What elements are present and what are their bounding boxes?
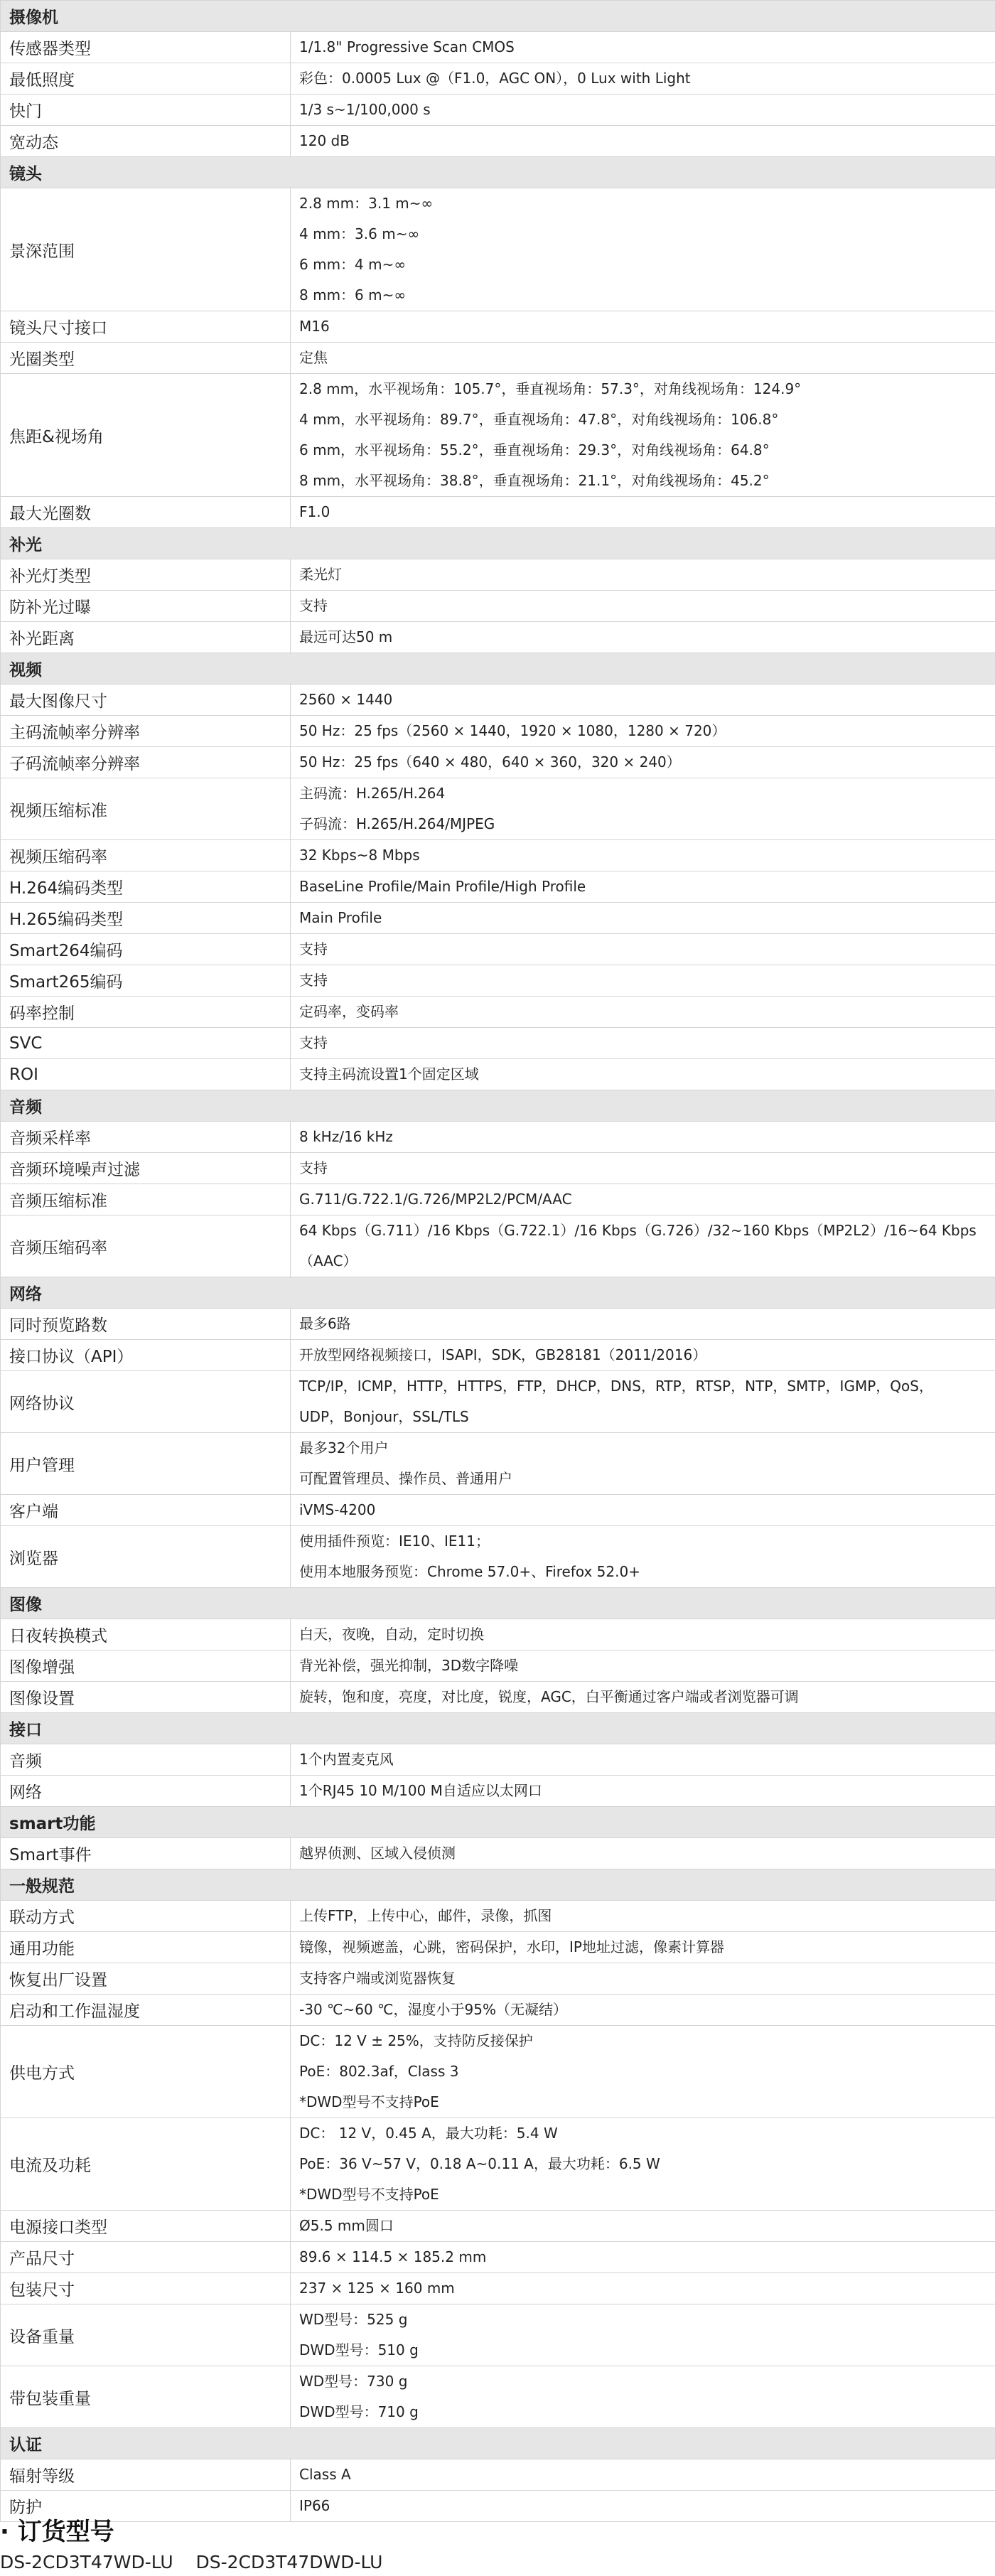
spec-row <box>1 374 995 497</box>
spec-value <box>291 1340 995 1371</box>
spec-value <box>291 1682 995 1713</box>
spec-value <box>291 374 995 497</box>
spec-value <box>291 2491 995 2522</box>
spec-label: 辐射等级 <box>1 2459 291 2491</box>
spec-value-line: 支持 <box>299 1159 328 1176</box>
spec-label: 音频压缩码率 <box>1 1215 291 1277</box>
spec-value <box>291 591 995 622</box>
spec-value <box>291 840 995 871</box>
spec-value-line: 8 kHz/16 kHz <box>299 1128 393 1145</box>
spec-value <box>291 1651 995 1682</box>
spec-value-line: 越界侦测、区域入侵侦测 <box>299 1845 456 1862</box>
spec-row <box>1 1776 995 1807</box>
spec-row <box>1 1184 995 1215</box>
spec-value-line: DWD型号：510 g <box>299 2341 419 2358</box>
spec-value-line: DC： 12 V，0.45 A，最大功耗：5.4 W <box>299 2125 558 2142</box>
spec-value-line: 4 mm，水平视场角：89.7°，垂直视场角：47.8°，对角线视场角：106.8° <box>299 411 779 428</box>
spec-row <box>1 2304 995 2366</box>
spec-row <box>1 1744 995 1776</box>
spec-label: 快门 <box>1 95 291 126</box>
spec-value <box>291 32 995 63</box>
spec-label: 联动方式 <box>1 1901 291 1932</box>
spec-value-line: TCP/IP，ICMP，HTTP，HTTPS，FTP，DHCP，DNS，RTP，RTSP，NTP，SMTP，IGMP，QoS， <box>299 1378 933 1395</box>
spec-value-line: 237 × 125 × 160 mm <box>299 2280 455 2297</box>
spec-value-line: Main Profile <box>299 909 382 926</box>
spec-row <box>1 126 995 157</box>
spec-label: 传感器类型 <box>1 32 291 63</box>
spec-label: 产品尺寸 <box>1 2242 291 2273</box>
spec-value <box>291 1901 995 1932</box>
section-header-row <box>1 1807 995 1838</box>
section-header-row <box>1 1 995 32</box>
spec-label: ROI <box>1 1059 291 1090</box>
spec-row <box>1 934 995 965</box>
spec-row <box>1 1651 995 1682</box>
spec-row <box>1 2211 995 2242</box>
section-title: 一般规范 <box>1 1869 995 1901</box>
spec-value-line: 柔光灯 <box>299 566 342 583</box>
spec-value-line: 使用插件预览：IE10、IE11； <box>299 1533 490 1550</box>
spec-value <box>291 343 995 374</box>
spec-label: 恢复出厂设置 <box>1 1963 291 1995</box>
spec-value <box>291 1184 995 1215</box>
spec-label: 带包装重量 <box>1 2366 291 2428</box>
spec-label: 音频环境噪声过滤 <box>1 1153 291 1184</box>
spec-value-line: F1.0 <box>299 503 330 520</box>
spec-value-line: 最多32个用户 <box>299 1439 389 1456</box>
spec-row <box>1 1495 995 1526</box>
spec-row <box>1 1963 995 1995</box>
spec-label: 同时预览路数 <box>1 1309 291 1340</box>
section-header-row <box>1 2428 995 2459</box>
spec-value-line: 2.8 mm：3.1 m~∞ <box>299 195 434 212</box>
spec-label: 设备重量 <box>1 2304 291 2366</box>
spec-label: 音频 <box>1 1744 291 1776</box>
spec-value-line: 支持主码流设置1个固定区域 <box>299 1066 479 1083</box>
spec-value-line: 主码流：H.265/H.264 <box>299 785 446 802</box>
spec-value-line: 4 mm：3.6 m~∞ <box>299 225 420 242</box>
spec-value-line: IP66 <box>299 2497 330 2514</box>
spec-value-line: 1个RJ45 10 M/100 M自适应以太网口 <box>299 1782 542 1799</box>
spec-value <box>291 622 995 653</box>
spec-row <box>1 2273 995 2304</box>
spec-value-line: 32 Kbps~8 Mbps <box>299 847 420 864</box>
spec-row <box>1 1619 995 1651</box>
spec-value <box>291 1619 995 1651</box>
spec-label: 码率控制 <box>1 997 291 1028</box>
spec-row <box>1 871 995 903</box>
spec-value <box>291 1495 995 1526</box>
spec-value <box>291 965 995 997</box>
spec-value-line: *DWD型号不支持PoE <box>299 2093 439 2110</box>
spec-value-line: 支持客户端或浏览器恢复 <box>299 1970 456 1987</box>
section-title: 视频 <box>1 653 995 685</box>
spec-label: 电流及功耗 <box>1 2118 291 2211</box>
spec-value <box>291 871 995 903</box>
spec-label: 网络协议 <box>1 1371 291 1433</box>
spec-row <box>1 2491 995 2522</box>
spec-row <box>1 188 995 311</box>
section-title: 图像 <box>1 1588 995 1619</box>
spec-value-line: G.711/G.722.1/G.726/MP2L2/PCM/AAC <box>299 1191 572 1208</box>
spec-label: 供电方式 <box>1 2026 291 2118</box>
spec-row <box>1 1122 995 1153</box>
spec-value <box>291 716 995 747</box>
spec-row <box>1 591 995 622</box>
spec-value <box>291 1059 995 1090</box>
spec-value <box>291 1526 995 1588</box>
spec-label: 防护 <box>1 2491 291 2522</box>
spec-value-line: 50 Hz：25 fps（640 × 480，640 × 360，320 × 240） <box>299 753 681 771</box>
spec-row <box>1 1901 995 1932</box>
spec-value <box>291 1028 995 1059</box>
section-title: 接口 <box>1 1713 995 1744</box>
spec-label: 光圈类型 <box>1 343 291 374</box>
spec-row <box>1 1028 995 1059</box>
spec-row <box>1 1682 995 1713</box>
spec-value-line: UDP，Bonjour，SSL/TLS <box>299 1408 469 1425</box>
spec-row <box>1 997 995 1028</box>
spec-value-line: 上传FTP，上传中心，邮件，录像，抓图 <box>299 1907 552 1924</box>
spec-value-line: 支持 <box>299 1034 328 1051</box>
spec-value-line: 定码率，变码率 <box>299 1003 399 1020</box>
spec-label: 通用功能 <box>1 1932 291 1963</box>
spec-label: 电源接口类型 <box>1 2211 291 2242</box>
spec-row <box>1 497 995 528</box>
section-header-row <box>1 528 995 559</box>
spec-value <box>291 685 995 716</box>
spec-value-line: 白天，夜晚，自动，定时切换 <box>299 1626 484 1643</box>
spec-value-line: 彩色：0.0005 Lux @（F1.0，AGC ON），0 Lux with Light <box>299 70 691 87</box>
spec-value-line: 最多6路 <box>299 1315 351 1332</box>
spec-value-line: 120 dB <box>299 132 350 149</box>
spec-row <box>1 1932 995 1963</box>
spec-value <box>291 2242 995 2273</box>
order-model-list: DS-2CD3T47WD-LU DS-2CD3T47DWD-LU <box>0 2552 383 2572</box>
spec-value-line: 8 mm，水平视场角：38.8°，垂直视场角：21.1°，对角线视场角：45.2° <box>299 472 770 489</box>
spec-value <box>291 1153 995 1184</box>
spec-value <box>291 1963 995 1995</box>
spec-label: 包装尺寸 <box>1 2273 291 2304</box>
spec-value <box>291 2366 995 2428</box>
spec-value-line: 最远可达50 m <box>299 628 393 645</box>
spec-row <box>1 685 995 716</box>
spec-row <box>1 1215 995 1277</box>
spec-value-line: 定焦 <box>299 349 328 366</box>
spec-label: 视频压缩标准 <box>1 778 291 840</box>
spec-value-line: PoE：802.3af，Class 3 <box>299 2063 459 2080</box>
spec-value <box>291 1371 995 1433</box>
spec-value-line: 子码流：H.265/H.264/MJPEG <box>299 815 495 832</box>
spec-value <box>291 2118 995 2211</box>
spec-value <box>291 1744 995 1776</box>
spec-value-line: 旋转，饱和度，亮度，对比度，锐度，AGC，白平衡通过客户端或者浏览器可调 <box>299 1688 799 1705</box>
spec-row <box>1 1371 995 1433</box>
spec-label: Smart264编码 <box>1 934 291 965</box>
spec-label: 接口协议（API） <box>1 1340 291 1371</box>
spec-row <box>1 1838 995 1869</box>
spec-value-line: Class A <box>299 2466 351 2483</box>
spec-label: 防补光过曝 <box>1 591 291 622</box>
spec-value-line: M16 <box>299 318 330 335</box>
spec-row <box>1 622 995 653</box>
spec-label: Smart265编码 <box>1 965 291 997</box>
spec-row <box>1 716 995 747</box>
spec-value <box>291 2459 995 2491</box>
section-title: 补光 <box>1 528 995 559</box>
section-header-row <box>1 1869 995 1901</box>
spec-label: 客户端 <box>1 1495 291 1526</box>
spec-row <box>1 2118 995 2211</box>
spec-value <box>291 95 995 126</box>
spec-label: 网络 <box>1 1776 291 1807</box>
spec-value <box>291 997 995 1028</box>
spec-value-line: 支持 <box>299 597 328 614</box>
spec-row <box>1 1340 995 1371</box>
spec-row <box>1 840 995 871</box>
section-header-row <box>1 1713 995 1744</box>
spec-label: 浏览器 <box>1 1526 291 1588</box>
spec-row <box>1 1433 995 1495</box>
spec-row <box>1 2242 995 2273</box>
spec-row <box>1 343 995 374</box>
spec-label: 音频压缩标准 <box>1 1184 291 1215</box>
spec-label: 焦距&视场角 <box>1 374 291 497</box>
section-title: smart功能 <box>1 1807 995 1838</box>
spec-value-line: PoE：36 V~57 V，0.18 A~0.11 A，最大功耗：6.5 W <box>299 2155 660 2172</box>
spec-label: 补光距离 <box>1 622 291 653</box>
spec-value <box>291 778 995 840</box>
spec-label: 音频采样率 <box>1 1122 291 1153</box>
spec-row <box>1 311 995 343</box>
spec-label: 宽动态 <box>1 126 291 157</box>
spec-value <box>291 1433 995 1495</box>
spec-row <box>1 1526 995 1588</box>
spec-label: 子码流帧率分辨率 <box>1 747 291 778</box>
section-header-row <box>1 1277 995 1309</box>
spec-row <box>1 1059 995 1090</box>
spec-value-line: 64 Kbps（G.711）/16 Kbps（G.722.1）/16 Kbps（G.726）/32~160 Kbps（MP2L2）/16~64 Kbps <box>299 1222 977 1239</box>
spec-label: 主码流帧率分辨率 <box>1 716 291 747</box>
spec-value <box>291 1122 995 1153</box>
spec-value-line: 1/1.8" Progressive Scan CMOS <box>299 38 515 55</box>
spec-value-line: 开放型网络视频接口，ISAPI，SDK，GB28181（2011/2016） <box>299 1346 707 1363</box>
spec-value <box>291 63 995 95</box>
spec-value <box>291 2273 995 2304</box>
spec-value-line: 2.8 mm，水平视场角：105.7°，垂直视场角：57.3°，对角线视场角：124.9° <box>299 380 802 397</box>
spec-value <box>291 747 995 778</box>
spec-value-line: 支持 <box>299 972 328 989</box>
spec-value-line: DWD型号：710 g <box>299 2403 419 2420</box>
spec-label: Smart事件 <box>1 1838 291 1869</box>
section-title: 镜头 <box>1 157 995 188</box>
spec-label: SVC <box>1 1028 291 1059</box>
spec-label: 最大图像尺寸 <box>1 685 291 716</box>
spec-value-line: *DWD型号不支持PoE <box>299 2186 439 2203</box>
section-title: 摄像机 <box>1 1 995 32</box>
spec-label: 日夜转换模式 <box>1 1619 291 1651</box>
section-header-row <box>1 653 995 685</box>
spec-value <box>291 559 995 591</box>
spec-value-line: 89.6 × 114.5 × 185.2 mm <box>299 2248 487 2265</box>
spec-row <box>1 1153 995 1184</box>
section-header-row <box>1 1588 995 1619</box>
spec-label: 启动和工作温湿度 <box>1 1995 291 2026</box>
spec-label: 镜头尺寸接口 <box>1 311 291 343</box>
spec-value-line: 6 mm：4 m~∞ <box>299 256 407 273</box>
spec-row <box>1 747 995 778</box>
spec-table-body <box>1 1 995 2522</box>
spec-value <box>291 1309 995 1340</box>
spec-row <box>1 1995 995 2026</box>
spec-row <box>1 2459 995 2491</box>
spec-value-line: Ø5.5 mm圆口 <box>299 2217 394 2234</box>
spec-label: 最大光圈数 <box>1 497 291 528</box>
spec-row <box>1 95 995 126</box>
spec-value-line: 可配置管理员、操作员、普通用户 <box>299 1470 512 1487</box>
spec-value-line: 使用本地服务预览：Chrome 57.0+、Firefox 52.0+ <box>299 1563 640 1580</box>
spec-value-line: WD型号：730 g <box>299 2373 408 2390</box>
spec-row <box>1 2366 995 2428</box>
spec-label: 图像设置 <box>1 1682 291 1713</box>
section-header-row <box>1 157 995 188</box>
spec-value-line: 2560 × 1440 <box>299 691 393 708</box>
spec-value <box>291 188 995 311</box>
spec-value-line: 背光补偿，强光抑制，3D数字降噪 <box>299 1657 519 1674</box>
spec-value-line: -30 ℃~60 ℃，湿度小于95%（无凝结） <box>299 2001 567 2018</box>
spec-value <box>291 1932 995 1963</box>
section-title: 音频 <box>1 1090 995 1122</box>
spec-value-line: 1个内置麦克风 <box>299 1751 394 1768</box>
order-model-title: · 订货型号 <box>0 2518 114 2546</box>
section-title: 认证 <box>1 2428 995 2459</box>
spec-value <box>291 311 995 343</box>
spec-value <box>291 1838 995 1869</box>
spec-label: H.265编码类型 <box>1 903 291 934</box>
spec-row <box>1 778 995 840</box>
spec-label: 用户管理 <box>1 1433 291 1495</box>
spec-value-line: （AAC） <box>299 1252 357 1270</box>
spec-value <box>291 1776 995 1807</box>
spec-value-line: BaseLine Profile/Main Profile/High Profile <box>299 878 586 895</box>
spec-value-line: iVMS-4200 <box>299 1501 376 1518</box>
spec-value-line: 镜像，视频遮盖，心跳，密码保护，水印，IP地址过滤，像素计算器 <box>299 1938 724 1955</box>
spec-row <box>1 2026 995 2118</box>
spec-row <box>1 903 995 934</box>
spec-value <box>291 934 995 965</box>
spec-label: 视频压缩码率 <box>1 840 291 871</box>
spec-value <box>291 1215 995 1277</box>
spec-label: H.264编码类型 <box>1 871 291 903</box>
spec-value <box>291 2304 995 2366</box>
spec-label: 补光灯类型 <box>1 559 291 591</box>
spec-label: 最低照度 <box>1 63 291 95</box>
spec-value-line: 支持 <box>299 940 328 957</box>
spec-row <box>1 965 995 997</box>
spec-label: 图像增强 <box>1 1651 291 1682</box>
spec-value-line: WD型号：525 g <box>299 2311 408 2328</box>
spec-value-line: 6 mm，水平视场角：55.2°，垂直视场角：29.3°，对角线视场角：64.8° <box>299 441 770 458</box>
spec-value <box>291 126 995 157</box>
spec-value-line: DC：12 V ± 25%，支持防反接保护 <box>299 2032 533 2049</box>
spec-value <box>291 2211 995 2242</box>
spec-row <box>1 1309 995 1340</box>
section-header-row <box>1 1090 995 1122</box>
spec-value-line: 50 Hz：25 fps（2560 × 1440，1920 × 1080，1280 × 720） <box>299 722 726 739</box>
spec-row <box>1 63 995 95</box>
spec-value-line: 1/3 s~1/100,000 s <box>299 101 431 118</box>
section-title: 网络 <box>1 1277 995 1309</box>
spec-value <box>291 497 995 528</box>
spec-row <box>1 559 995 591</box>
spec-value-line: 8 mm：6 m~∞ <box>299 286 407 304</box>
spec-label: 景深范围 <box>1 188 291 311</box>
spec-row <box>1 32 995 63</box>
spec-value <box>291 2026 995 2118</box>
spec-value <box>291 1995 995 2026</box>
spec-value <box>291 903 995 934</box>
